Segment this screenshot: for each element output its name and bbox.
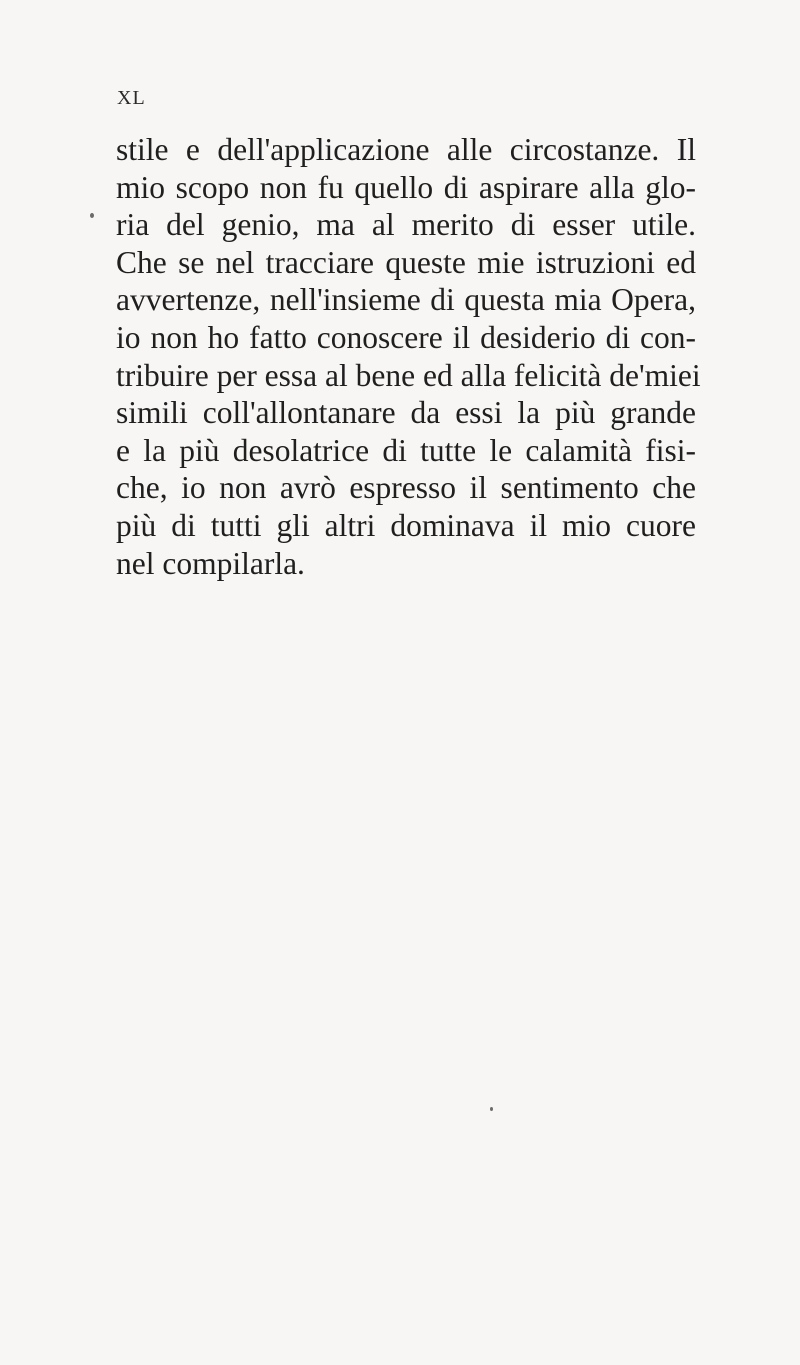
text-line: che, io non avrò espresso il sentimento che	[116, 470, 696, 506]
text-line: ria del genio, ma al merito di esser utile.	[116, 207, 696, 243]
body-text	[116, 131, 701, 582]
text-line: avvertenze, nell'insieme di questa mia Opera,	[116, 282, 696, 318]
text-line: mio scopo non fu quello di aspirare alla glo-	[116, 169, 696, 205]
text-line: nel compilarla.	[116, 545, 305, 581]
text-line: Che se nel tracciare queste mie istruzioni ed	[116, 244, 696, 280]
text-line: io non ho fatto conoscere il desiderio di con-	[116, 319, 696, 355]
text-line: tribuire per essa al bene ed alla felicità de'miei	[116, 357, 701, 393]
ink-speck	[90, 213, 94, 218]
text-line: più di tutti gli altri dominava il mio cuore	[116, 507, 696, 543]
ink-speck	[490, 1107, 493, 1111]
text-line: stile e dell'applicazione alle circostanze. Il	[116, 132, 696, 167]
text-line: simili coll'allontanare da essi la più grande	[116, 395, 696, 431]
page-number: XL	[117, 87, 146, 109]
text-line: e la più desolatrice di tutte le calamità fisi-	[116, 432, 696, 468]
